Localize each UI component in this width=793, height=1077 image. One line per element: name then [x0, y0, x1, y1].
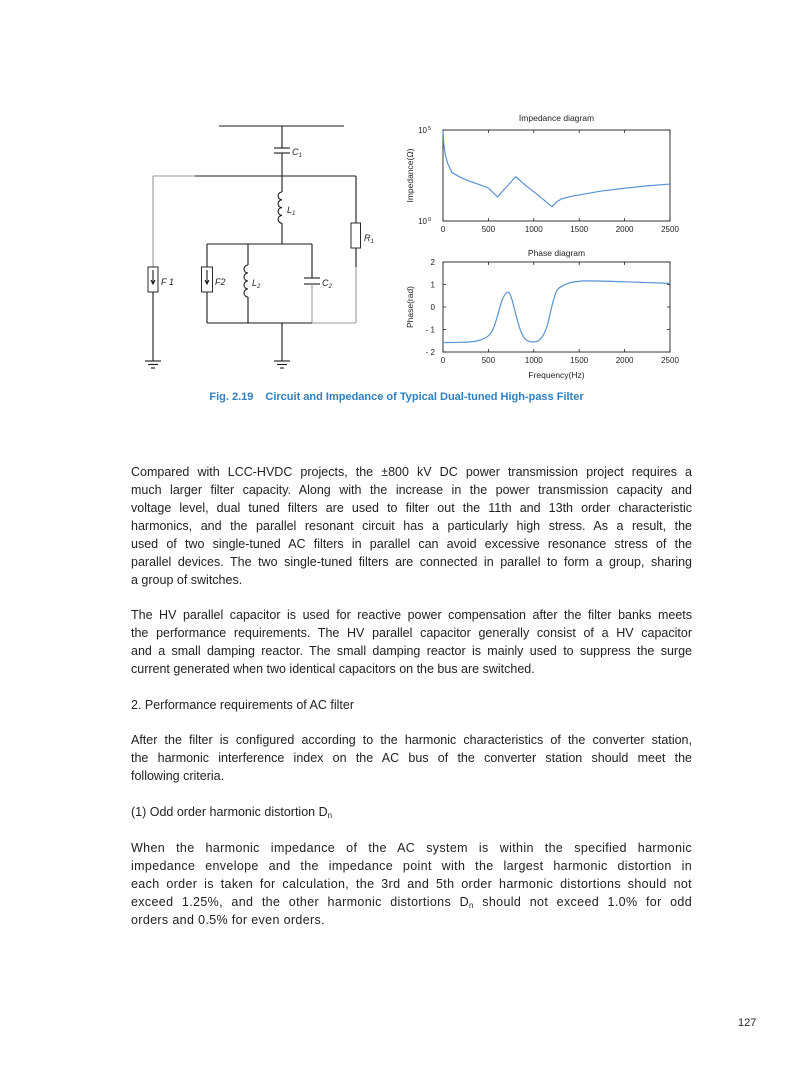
ground-icon: [274, 361, 290, 368]
ground-icon: [145, 361, 161, 368]
text-line: much larger filter capacity. Along with the increase in the power transmission capacity and: [131, 483, 692, 497]
paragraph-criteria: [131, 731, 692, 785]
impedance-plot-frame: [443, 130, 670, 221]
impedance-ytick-exponent: 0: [428, 217, 432, 223]
text-line: orders and 0.5% for even orders.: [131, 913, 325, 927]
text-line: and a small damping reactor. The small damping reactor is mainly used to suppress the surge: [131, 644, 692, 658]
section-heading: [131, 696, 692, 714]
capacitor-c1-icon: [274, 148, 290, 153]
impedance-ytick-label: 10: [418, 217, 427, 226]
text-line: the harmonic interference index on the AC bus of the converter station should meet the: [131, 751, 692, 765]
text-line: used of two single-tuned AC filters in parallel can avoid excessive resonance stress of the: [131, 537, 692, 551]
phase-xtick-label: 2500: [661, 356, 679, 365]
charts: [405, 113, 679, 380]
text-line: After the filter is configured according to the harmonic characteristics of the converter station,: [131, 733, 692, 747]
phase-xtick-label: 2000: [615, 356, 634, 365]
page-number: 127: [738, 1017, 757, 1029]
impedance-series-line: [443, 131, 670, 207]
subscript: n: [327, 811, 333, 820]
text-line: harmonics, and the parallel resonant circuit has a particularly high stress. As a result, the: [131, 519, 692, 533]
figure-title: Circuit and Impedance of Typical Dual-tuned High-pass Filter: [265, 391, 584, 403]
paragraph-hv-capacitor: [131, 606, 692, 678]
impedance-xtick-label: 1000: [524, 225, 543, 234]
phase-xtick-label: 500: [481, 356, 496, 365]
impedance-chart-title: Impedance diagram: [518, 113, 595, 123]
fuse-f2-icon: [202, 267, 213, 292]
text-line: 2. Performance requirements of AC filter: [131, 698, 355, 712]
inductor-l2-icon: [244, 265, 248, 297]
text-line: (1) Odd order harmonic distortion $D_n$: [131, 805, 333, 820]
text-line: When the harmonic impedance of the AC system is within the specified harmonic: [131, 841, 692, 855]
subscript: n: [468, 901, 474, 910]
impedance-xtick-label: 0: [440, 225, 446, 234]
label-c1: $C_1$: [292, 147, 302, 159]
figure: [0, 0, 793, 420]
text-line: the performance requirements. The HV parallel capacitor generally consist of a HV capacitor: [131, 626, 692, 640]
paragraph-lcc-hvdc: [131, 463, 692, 589]
fuse-f1-icon: [148, 267, 158, 292]
phase-plot-frame: [443, 262, 670, 352]
text-line: Compared with LCC-HVDC projects, the ±800 kV DC power transmission project requires a: [131, 465, 692, 479]
inductor-l1-icon: [278, 192, 282, 223]
text-line: voltage level, dual tuned filters are used to filter out the 11th and 13th order characteristic: [131, 501, 692, 515]
phase-xtick-label: 1500: [570, 356, 589, 365]
impedance-ylabel: Impedance(Ω): [405, 148, 415, 203]
text-line: exceed 1.25%, and the other harmonic distortions $D_n$ should not exceed 1.0% for odd: [131, 895, 693, 910]
text-line: parallel devices. The two single-tuned filters are connected in parallel to form a group, sharing: [131, 555, 692, 569]
impedance-xtick-label: 1500: [570, 225, 589, 234]
impedance-xtick-label: 2000: [615, 225, 634, 234]
paragraph-distortion-limits: [131, 839, 692, 929]
capacitor-c2-icon: [304, 278, 320, 284]
label-l2: $L_2$: [252, 278, 261, 290]
phase-xlabel: Frequency(Hz): [528, 370, 585, 380]
impedance-xtick-label: 500: [481, 225, 496, 234]
phase-series-line: [443, 281, 670, 343]
phase-xtick-label: 1000: [524, 356, 543, 365]
resistor-r1-icon: [351, 223, 361, 248]
text-line: current generated when two identical capacitors on the bus are switched.: [131, 662, 535, 676]
label-c2: $C_2$: [322, 278, 332, 290]
phase-ytick-label: 0: [430, 303, 435, 312]
label-f2: F2: [215, 277, 226, 287]
text-line: impedance envelope and the impedance point with the largest harmonic distortion in: [131, 859, 692, 873]
phase-ytick-label: - 1: [425, 325, 435, 335]
phase-ylabel: Phase(rad): [405, 285, 415, 329]
list-item-odd-order: [131, 803, 692, 821]
text-line: following criteria.: [131, 769, 225, 783]
text-line: The HV parallel capacitor is used for reactive power compensation after the filter banks meets: [131, 608, 692, 622]
phase-ytick-label: - 2: [425, 348, 435, 357]
text-line: each order is taken for calculation, the 3rd and 5th order harmonic distortions should not: [131, 877, 692, 891]
phase-chart-title: Phase diagram: [527, 248, 586, 258]
impedance-ytick-label: 10: [418, 126, 427, 135]
label-r1: $R_1$: [364, 233, 374, 245]
impedance-xtick-label: 2500: [661, 225, 679, 234]
text-line: a group of switches.: [131, 573, 243, 587]
phase-xtick-label: 0: [440, 356, 446, 365]
circuit-diagram: [145, 126, 374, 368]
figure-caption: [0, 391, 793, 403]
label-l1: $L_1$: [287, 205, 296, 217]
phase-ytick-label: 1: [430, 280, 435, 290]
label-f1: F 1: [161, 277, 174, 287]
phase-ytick-label: 2: [430, 258, 435, 267]
impedance-ytick-exponent: 5: [428, 126, 432, 132]
figure-number: Fig. 2.19: [209, 391, 254, 403]
